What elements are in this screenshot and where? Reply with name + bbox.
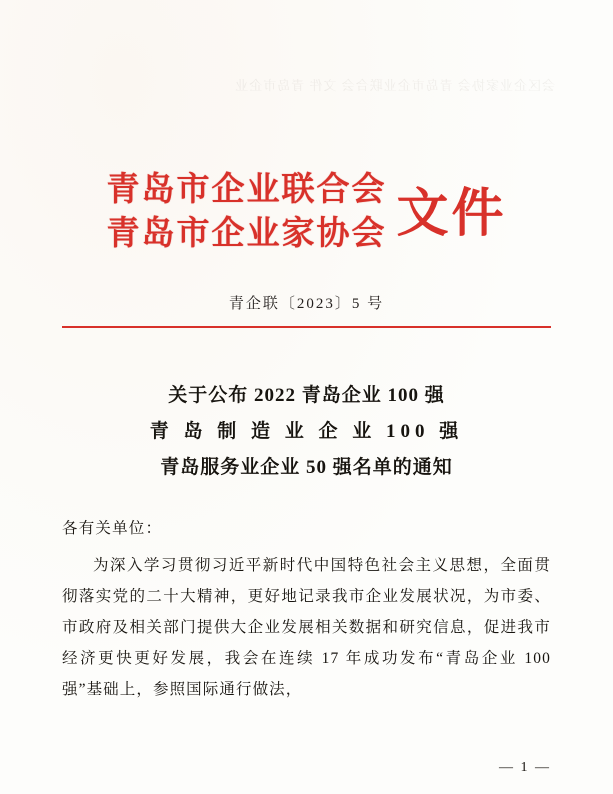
page-number: — 1 — [499, 760, 551, 775]
masthead-line-2: 青岛市企业家协会 [106, 216, 387, 252]
document-title [62, 378, 551, 486]
bleed-through-ghost-text: 会区企业家协会 青岛市企业联合会 文件 青岛市企业 [234, 78, 555, 93]
red-divider-rule [62, 326, 551, 328]
masthead-line-1: 青岛市企业联合会 [106, 172, 387, 208]
title-line-3: 青岛服务业企业 50 强名单的通知 [160, 457, 453, 478]
title-line-2: 青 岛 制 造 业 企 业 100 强 [149, 421, 464, 442]
document-number: 青企联〔2023〕5 号 [228, 296, 385, 312]
body-paragraph-1: 为深入学习贯彻习近平新时代中国特色社会主义思想，全面贯彻落实党的二十大精神，更好地记录我市企业发展状况，为市委、市政府及相关部门提供大企业发展相关数据和研究信息，促进我市经济更快更好发展，我会在连续 17 年成功发布“青岛企业 100 强”基础上，参照国际通行做法， [62, 557, 551, 698]
salutation: 各有关单位： [62, 520, 163, 537]
masthead [62, 0, 551, 256]
masthead-org-lines [106, 168, 386, 256]
title-line-1: 关于公布 2022 青岛企业 100 强 [168, 385, 445, 406]
masthead-wenjian-label: 文件 [396, 186, 507, 243]
